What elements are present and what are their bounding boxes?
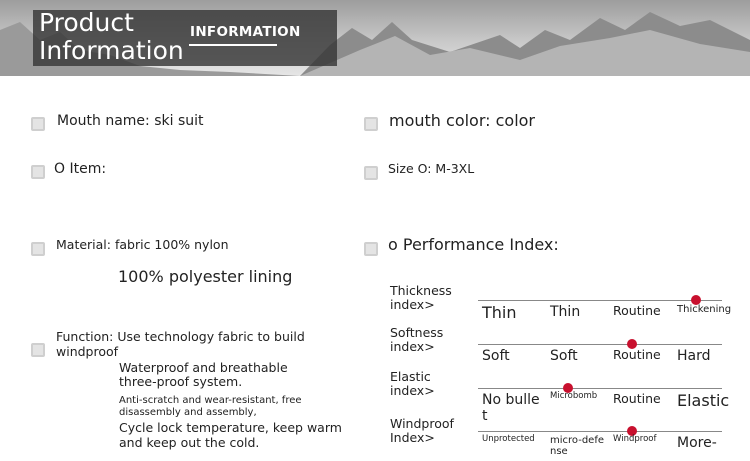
material-field: Material: fabric 100% nylon bbox=[56, 237, 229, 252]
performance-option: Thin bbox=[482, 303, 517, 322]
performance-option: No bullet bbox=[482, 392, 540, 424]
header-banner bbox=[0, 0, 750, 76]
title-line-2: Information bbox=[39, 36, 184, 65]
performance-option: micro-defense bbox=[550, 435, 604, 457]
lining-field: 100% polyester lining bbox=[118, 267, 293, 286]
performance-option: Elastic bbox=[677, 391, 730, 410]
performance-label: Elastic bbox=[390, 369, 431, 384]
performance-label: index> bbox=[390, 297, 435, 312]
bullet-icon bbox=[31, 343, 45, 357]
badge-underline bbox=[189, 44, 277, 46]
performance-option: Microbomb bbox=[550, 391, 598, 401]
function-field-line-2: windproof bbox=[56, 344, 119, 359]
performance-option: Routine bbox=[613, 303, 661, 318]
performance-option: Thickening bbox=[677, 304, 732, 315]
performance-label: Thickness bbox=[390, 283, 452, 298]
performance-label: index> bbox=[390, 339, 435, 354]
item-field: O Item: bbox=[54, 161, 107, 177]
performance-option: Soft bbox=[550, 348, 578, 364]
bullet-icon bbox=[31, 242, 45, 256]
bullet-icon bbox=[364, 117, 378, 131]
performance-label: Index> bbox=[390, 430, 435, 445]
mouth-name-field: Mouth name: ski suit bbox=[57, 113, 204, 129]
performance-label: Windproof bbox=[390, 416, 454, 431]
performance-label: index> bbox=[390, 383, 435, 398]
bullet-icon bbox=[364, 242, 378, 256]
bullet-icon bbox=[31, 117, 45, 131]
performance-scale-line bbox=[478, 431, 722, 432]
performance-title: o Performance Index: bbox=[388, 235, 559, 254]
function-field-line-1: Function: Use technology fabric to build bbox=[56, 329, 305, 344]
performance-option: Windproof bbox=[613, 434, 657, 444]
performance-option: Routine bbox=[613, 391, 661, 406]
function-detail: Anti-scratch and wear-resistant, free bbox=[119, 395, 302, 406]
mouth-color-field: mouth color: color bbox=[389, 111, 536, 130]
title-line-1: Product bbox=[39, 8, 134, 37]
function-detail: three-proof system. bbox=[119, 374, 243, 389]
performance-option: Soft bbox=[482, 348, 510, 364]
performance-option: Routine bbox=[613, 347, 661, 362]
performance-scale-line bbox=[478, 300, 722, 301]
performance-option: More- bbox=[677, 435, 717, 451]
function-detail: Cycle lock temperature, keep warm bbox=[119, 420, 342, 435]
performance-scale-line bbox=[478, 388, 722, 389]
size-field: Size O: M-3XL bbox=[388, 161, 475, 176]
bullet-icon bbox=[31, 165, 45, 179]
function-detail: and keep out the cold. bbox=[119, 435, 260, 450]
performance-option: Thin bbox=[550, 304, 581, 320]
performance-scale-line bbox=[478, 344, 722, 345]
performance-label: Softness bbox=[390, 325, 444, 340]
performance-option: Hard bbox=[677, 348, 711, 364]
information-badge: INFORMATION bbox=[190, 24, 301, 40]
performance-option: Unprotected bbox=[482, 434, 535, 444]
bullet-icon bbox=[364, 166, 378, 180]
page-title bbox=[39, 9, 184, 65]
function-detail: disassembly and assembly, bbox=[119, 407, 257, 418]
function-detail: Waterproof and breathable bbox=[119, 360, 288, 375]
